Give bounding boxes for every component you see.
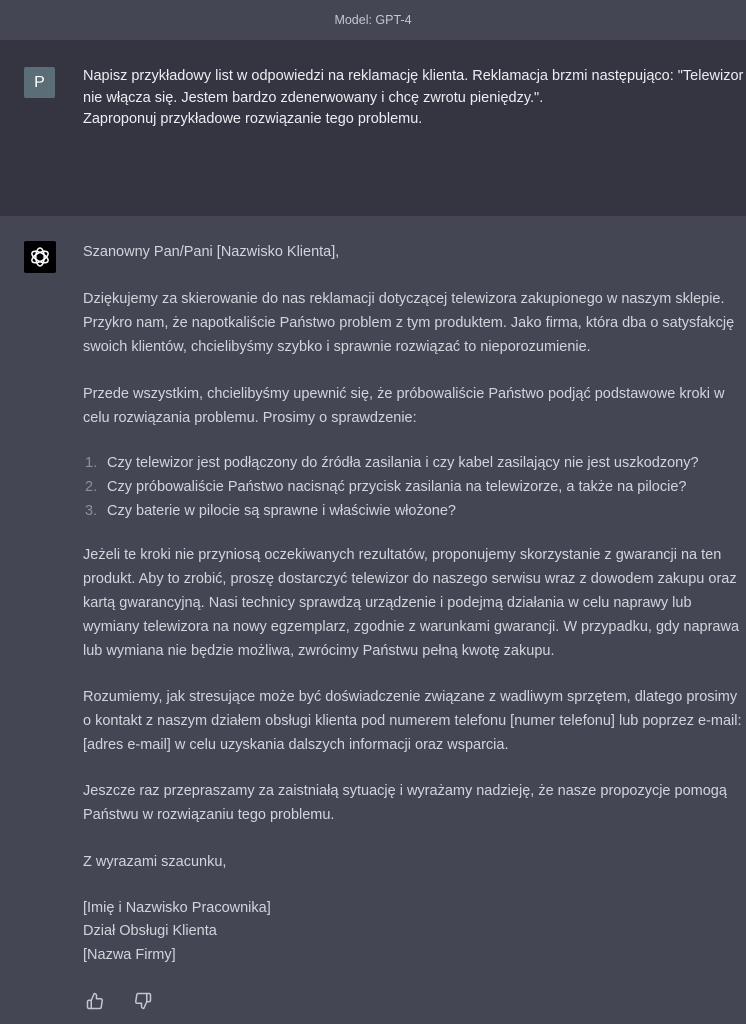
paragraph-line: produkt. Aby to zrobić, proszę dostarczyć telewizor do naszego serwisu wraz z dowodem zakupu oraz [83,571,737,587]
list-number: 2. [85,479,98,495]
signature-line: Dział Obsługi Klienta [83,923,217,939]
user-avatar-letter: P [34,73,45,91]
paragraph-line: celu rozwiązania problemu. Prosimy o sprawdzenie: [83,410,417,426]
greeting: Szanowny Pan/Pani [Nazwisko Klienta], [83,244,340,260]
assistant-avatar [24,241,56,273]
user-avatar [24,67,55,98]
paragraph-line: Dziękujemy za skierowanie do nas reklamacji dotyczącej telewizora zakupionego w naszym sklepie. [83,291,725,307]
user-message-line: Zaproponuj przykładowe rozwiązanie tego problemu. [83,111,423,127]
model-header [0,0,746,41]
user-message-line: Napisz przykładowy list w odpowiedzi na reklamację klienta. Reklamacja brzmi następująco: "Telewizor [83,68,744,84]
list-item: Czy telewizor jest podłączony do źródła zasilania i czy kabel zasilający nie jest uszkodzony? [107,455,699,471]
list-item: Czy próbowaliście Państwo nacisnąć przycisk zasilania na telewizorze, a także na pilocie? [107,479,687,495]
signature-line: [Imię i Nazwisko Pracownika] [83,900,271,916]
signature-line: [Nazwa Firmy] [83,947,176,963]
thumbs-up-button[interactable] [84,990,106,1012]
paragraph-line: lub wymiana nie będzie możliwa, zwrócimy Państwu pełną kwotę zakupu. [83,643,555,659]
user-message [0,40,746,217]
openai-logo-icon [28,245,52,269]
paragraph-line: Przykro nam, że napotkaliście Państwo problem z tym produktem. Jako firma, która dba o satysfakcję [83,315,735,331]
assistant-message [0,216,746,1024]
paragraph-line: swoich klientów, chcielibyśmy szybko i sprawnie rozwiązać to nieporozumienie. [83,339,591,355]
paragraph-line: Jeżeli te kroki nie przyniosą oczekiwanych rezultatów, proponujemy skorzystanie z gwarancji na ten [83,547,722,563]
paragraph-line: wymiany telewizora na nowy egzemplarz, zgodnie z warunkami gwarancji. W przypadku, gdy naprawa [83,619,740,635]
paragraph-line: Państwu w rozwiązaniu tego problemu. [83,807,335,823]
list-item: Czy baterie w pilocie są sprawne i właściwie włożone? [107,503,456,519]
list-number: 1. [85,455,98,471]
model-label: Model: GPT-4 [334,13,412,27]
paragraph-line: o kontakt z naszym działem obsługi klienta pod numerem telefonu [numer telefonu] lub poprzez e-mail: [83,713,742,729]
thumbs-down-button[interactable] [132,990,154,1012]
paragraph-line: Przede wszystkim, chcielibyśmy upewnić się, że próbowaliście Państwo podjąć podstawowe kroki w [83,386,725,402]
user-message-line: nie włącza się. Jestem bardzo zdenerwowany i chcę zwrotu pieniędzy.". [83,89,544,106]
paragraph-line: Jeszcze raz przepraszamy za zaistniałą sytuację i wyrażamy nadzieję, że nasze propozycje pomogą [83,783,727,799]
user-message-text [83,66,744,131]
paragraph-line: [adres e-mail] w celu uzyskania dalszych informacji oraz wsparcia. [83,737,509,753]
paragraph-line: Rozumiemy, jak stresujące może być doświadczenie związane z wadliwym sprzętem, dlatego prosimy [83,689,738,705]
thumbs-down-icon [134,992,152,1010]
closing: Z wyrazami szacunku, [83,854,227,870]
list-number: 3. [85,503,98,519]
paragraph-line: kartą gwarancyjną. Nasi technicy sprawdzą urządzenie i podejmą działania w celu naprawy lub [83,595,692,611]
thumbs-up-icon [86,992,104,1010]
feedback-buttons [84,990,154,1012]
